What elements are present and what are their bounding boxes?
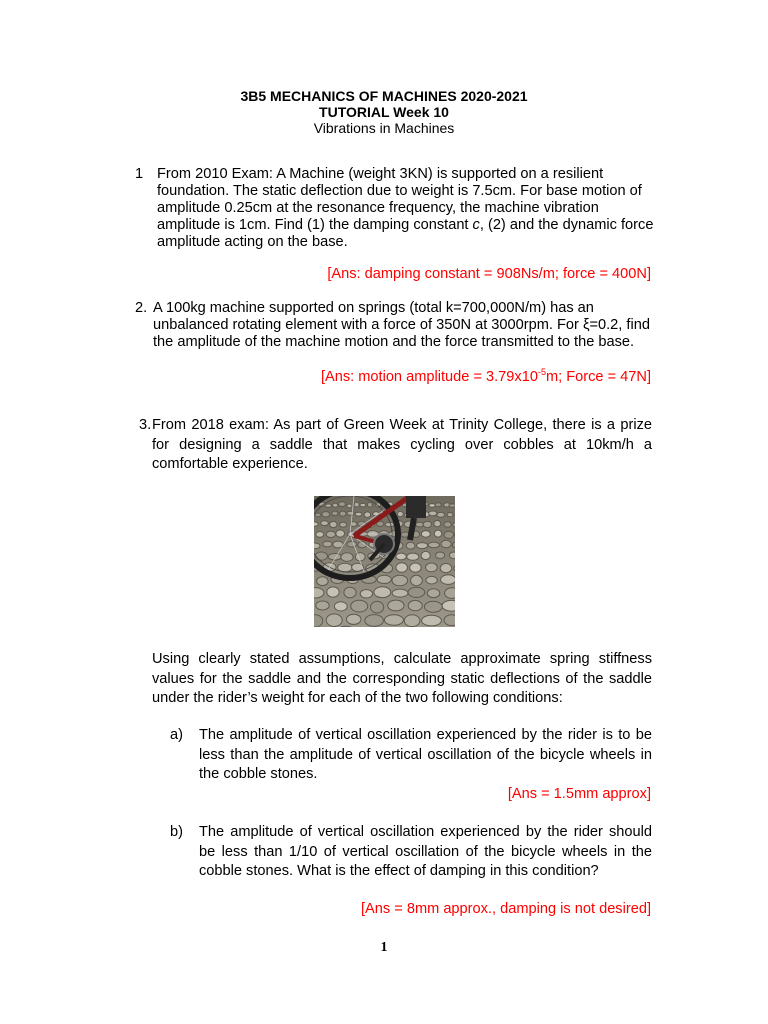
question-3-part-a xyxy=(170,726,652,786)
question-2 xyxy=(135,300,655,370)
part-a-text: The amplitude of vertical oscillation experienced by the rider is to be less than the amplitude of vertical oscillation of the bicycle wheels in the cobble stones. xyxy=(199,727,652,782)
part-b-answer: [Ans = 8mm approx., damping is not desired] xyxy=(361,901,651,917)
tutorial-title: TUTORIAL Week 10 xyxy=(319,104,449,120)
question-1-text-a: From 2010 Exam: A Machine (weight 3KN) is supported on a resilient foundation. The static deflection due to weight is 7.5cm. For base motion of amplitude 0.25cm at the resonance frequency, the machine vibration amplitude is 1cm. Find (1) the damping constant xyxy=(157,166,642,233)
question-3-instructions: Using clearly stated assumptions, calculate approximate spring stiffness values for the saddle and the corresponding static deflections of the saddle under the rider’s weight for each of the two following conditions: xyxy=(152,651,652,706)
question-1-text xyxy=(157,166,655,251)
question-1-text-b: , (2) and the dynamic force amplitude acting on the base. xyxy=(157,217,654,250)
bicycle-cobbles-photo xyxy=(314,496,455,627)
part-a-answer: [Ans = 1.5mm approx] xyxy=(507,786,651,802)
topic-title: Vibrations in Machines xyxy=(313,120,455,136)
part-b-text: The amplitude of vertical oscillation experienced by the rider should be less than 1/10 of vertical oscillation of the bicycle wheels in the cobble stones. What is the effect of damping in this condition? xyxy=(199,824,652,879)
part-b-label: b) xyxy=(170,824,183,840)
question-2-number: 2. xyxy=(135,300,148,316)
part-a-label: a) xyxy=(170,727,183,743)
course-title: 3B5 MECHANICS OF MACHINES 2020-2021 xyxy=(240,88,528,104)
question-2-answer-a: [Ans: motion amplitude = 3.79x10 xyxy=(320,369,538,385)
bicycle-cobbles-image xyxy=(314,496,455,627)
question-2-answer-b: m; Force = 47N] xyxy=(545,369,651,385)
question-1-number: 1 xyxy=(135,166,144,182)
question-3-number: 3. xyxy=(139,417,152,433)
question-1-answer: [Ans: damping constant = 908Ns/m; force = 400N] xyxy=(327,266,651,282)
question-2-answer xyxy=(321,369,651,385)
question-3-text: From 2018 exam: As part of Green Week at Trinity College, there is a prize for designing a saddle that makes cycling over cobbles at 10km/h a comfortable experience. xyxy=(152,417,652,472)
question-1-var: c xyxy=(472,217,480,233)
page-number: 1 xyxy=(380,940,388,955)
question-2-answer-exponent: -5 xyxy=(537,367,546,378)
question-1 xyxy=(135,166,655,256)
question-2-text: A 100kg machine supported on springs (total k=700,000N/m) has an unbalanced rotating element with a force of 350N at 3000rpm. For ξ=0.2, find the amplitude of the machine motion and the force transmitted to the base. xyxy=(153,300,650,350)
question-3-part-b xyxy=(170,823,652,903)
